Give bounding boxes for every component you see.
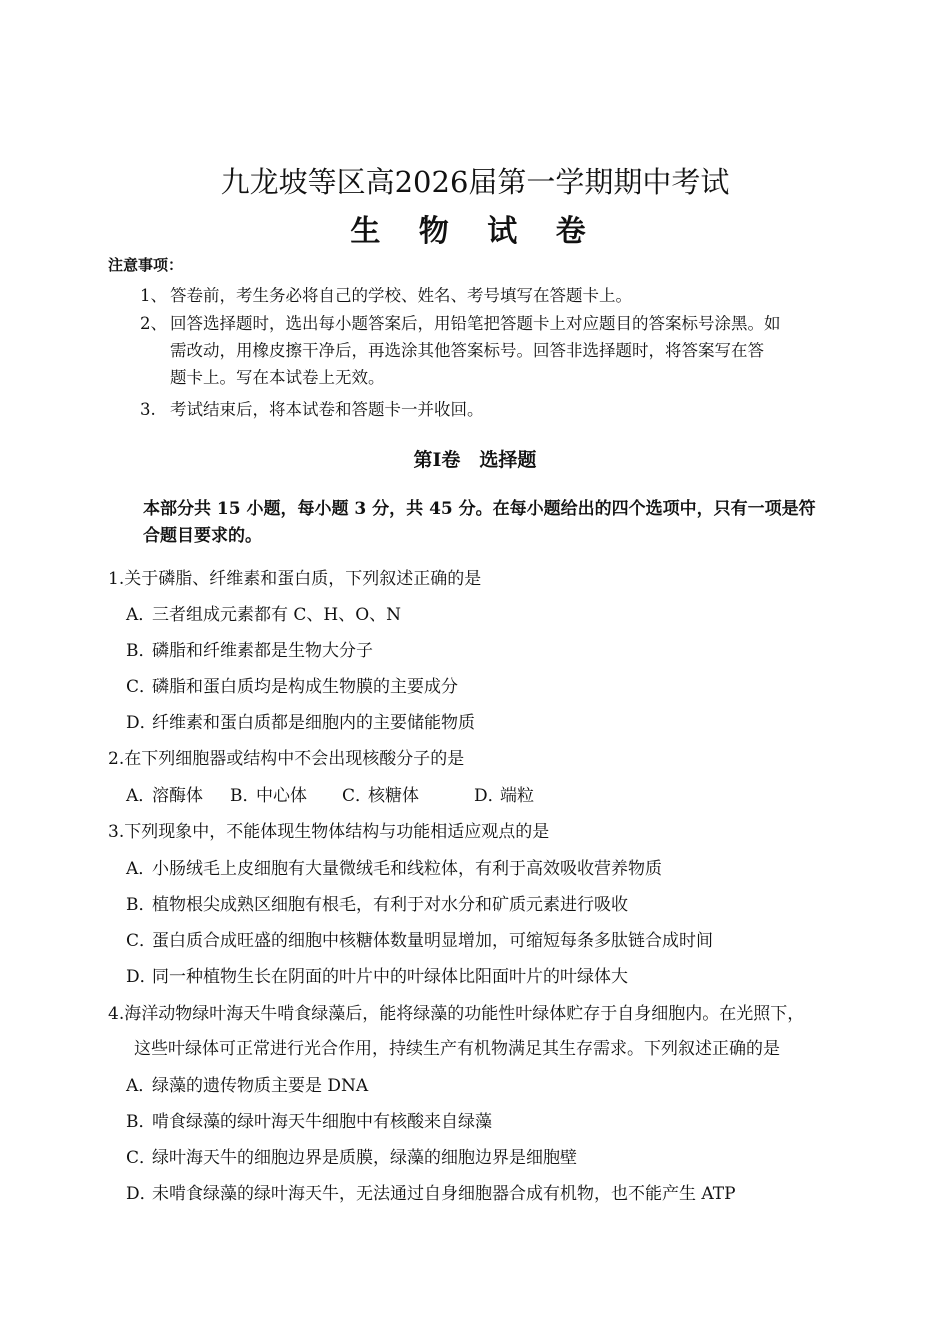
section-instruction	[143, 496, 861, 550]
option-label: C．	[126, 677, 157, 697]
option-label: A．	[126, 859, 156, 879]
note-item-2	[140, 310, 860, 391]
option	[126, 856, 846, 882]
option	[126, 1145, 846, 1171]
option-text: 绿藻的遗传物质主要是 DNA	[152, 1076, 369, 1096]
option-text: 同一种植物生长在阴面的叶片中的叶绿体比阳面叶片的叶绿体大	[152, 967, 628, 987]
option-label: B．	[126, 641, 156, 661]
option-text: 绿叶海天牛的细胞边界是质膜，绿藻的细胞边界是细胞壁	[152, 1148, 577, 1168]
instruction-line: 合题目要求的。	[143, 526, 262, 546]
note-number: 2、	[140, 314, 167, 333]
option-label: D．	[474, 786, 505, 806]
option-label: A．	[126, 1076, 156, 1096]
option-label: D．	[126, 1184, 157, 1204]
option-label: D．	[126, 967, 157, 987]
option-text: 磷脂和蛋白质均是构成生物膜的主要成分	[152, 677, 458, 697]
option	[126, 892, 846, 918]
option-label: C．	[342, 786, 373, 806]
option	[126, 710, 846, 736]
option	[126, 783, 230, 809]
option	[126, 964, 846, 990]
note-text: 回答选择题时，选出每小题答案后，用铅笔把答题卡上对应题目的答案标号涂黑。如	[170, 314, 781, 333]
note-number: 1、	[140, 286, 167, 305]
option-label: A．	[126, 605, 156, 625]
option-label: A．	[126, 786, 156, 806]
note-text: 答卷前，考生务必将自己的学校、姓名、考号填写在答题卡上。	[170, 286, 632, 305]
option-text: 纤维素和蛋白质都是细胞内的主要储能物质	[152, 713, 475, 733]
option	[230, 783, 342, 809]
option	[126, 638, 846, 664]
section-heading: 第Ⅰ卷 选择题	[413, 449, 537, 471]
option-text: 啃食绿藻的绿叶海天牛细胞中有核酸来自绿藻	[152, 1112, 492, 1132]
question-stem-continued: 这些叶绿体可正常进行光合作用，持续生产有机物满足其生存需求。下列叙述正确的是	[134, 1039, 780, 1059]
question-stem: 3.下列现象中，不能体现生物体结构与功能相适应观点的是	[108, 822, 550, 842]
option-text: 溶酶体	[152, 786, 203, 806]
note-item-3	[140, 396, 860, 423]
option	[126, 674, 846, 700]
option	[126, 602, 846, 628]
option-label: D．	[126, 713, 157, 733]
option	[126, 1073, 846, 1099]
option-text: 未啃食绿藻的绿叶海天牛，无法通过自身细胞器合成有机物，也不能产生 ATP	[152, 1184, 736, 1204]
question-stem: 2.在下列细胞器或结构中不会出现核酸分子的是	[108, 749, 465, 769]
exam-subtitle: 生 物 试 卷	[350, 214, 600, 249]
question-stem: 1.关于磷脂、纤维素和蛋白质，下列叙述正确的是	[108, 569, 482, 589]
note-text: 考试结束后，将本试卷和答题卡一并收回。	[170, 400, 484, 419]
option-text: 蛋白质合成旺盛的细胞中核糖体数量明显增加，可缩短每条多肽链合成时间	[152, 931, 713, 951]
option-label: B．	[230, 786, 260, 806]
note-number: 3.	[140, 400, 156, 419]
note-item-1	[140, 282, 860, 309]
note-text-continued: 题卡上。写在本试卷上无效。	[170, 368, 385, 387]
option-text: 小肠绒毛上皮细胞有大量微绒毛和线粒体，有利于高效吸收营养物质	[152, 859, 662, 879]
option-text: 三者组成元素都有 C、H、O、N	[152, 605, 402, 625]
instruction-line: 本部分共 15 小题，每小题 3 分，共 45 分。在每小题给出的四个选项中，只有一项是符	[143, 499, 816, 519]
option-label: C．	[126, 1148, 157, 1168]
option	[126, 928, 846, 954]
option	[126, 1109, 846, 1135]
option-text: 磷脂和纤维素都是生物大分子	[152, 641, 373, 661]
notes-heading: 注意事项：	[108, 256, 184, 274]
option-text: 中心体	[256, 786, 307, 806]
option-row	[126, 783, 846, 809]
option-text: 核糖体	[368, 786, 419, 806]
option-text: 植物根尖成熟区细胞有根毛，有利于对水分和矿质元素进行吸收	[152, 895, 628, 915]
option	[474, 783, 534, 809]
exam-title: 九龙坡等区高2026届第一学期期中考试	[220, 165, 730, 199]
option-label: C．	[126, 931, 157, 951]
option	[126, 1181, 846, 1207]
question-stem: 4.海洋动物绿叶海天牛啃食绿藻后，能将绿藻的功能性叶绿体贮存于自身细胞内。在光照下，	[108, 1004, 805, 1024]
option-label: B．	[126, 895, 156, 915]
option-text: 端粒	[500, 786, 534, 806]
note-text-continued: 需改动，用橡皮擦干净后，再选涂其他答案标号。回答非选择题时，将答案写在答	[170, 341, 764, 360]
option	[342, 783, 474, 809]
option-label: B．	[126, 1112, 156, 1132]
